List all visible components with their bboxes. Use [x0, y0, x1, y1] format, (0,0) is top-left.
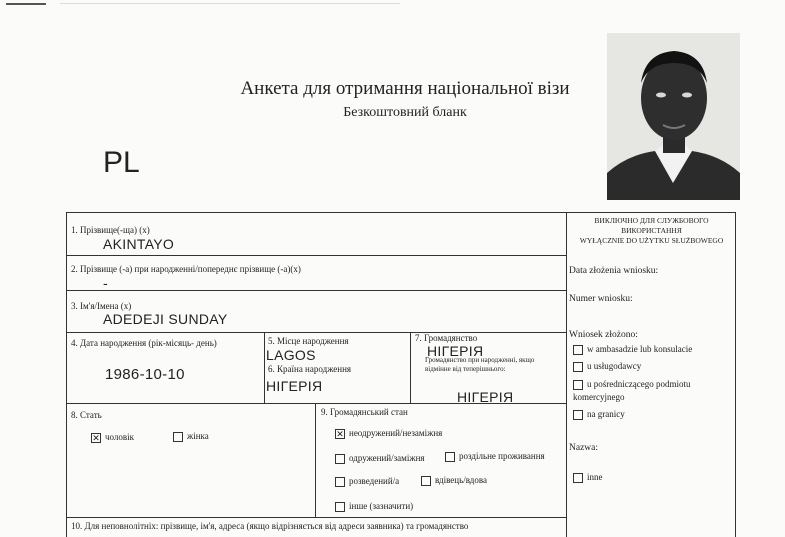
checkbox-separated[interactable]	[445, 452, 455, 462]
checkbox-female[interactable]	[173, 432, 183, 442]
form-title: Анкета для отримання національної візи	[240, 78, 570, 99]
civil-option-married[interactable]: одружений/заміжня	[335, 453, 425, 464]
birth-place-value: LAGOS	[266, 347, 316, 363]
checkbox-embassy[interactable]	[573, 345, 583, 355]
sex-label: 8. Стать	[71, 410, 102, 420]
birth-surname-label: 2. Прізвище (-а) при народженні/попереднє прізвище (-а)(x)	[71, 264, 301, 274]
civil-option-separated[interactable]: роздільне проживання	[445, 451, 545, 462]
scan-artifact	[6, 3, 46, 5]
submitted-option-embassy[interactable]: w ambasadzie lub konsulacie	[573, 344, 692, 355]
civil-option-divorced[interactable]: розведений/а	[335, 476, 399, 487]
scan-artifact	[60, 3, 400, 4]
birth-place-label: 5. Місце народження	[268, 336, 349, 346]
office-use-heading: ВИКЛЮЧНО ДЛЯ СЛУЖБОВОГО ВИКОРИСТАННЯ WYŁĄCZNIE DO UŻYTKU SŁUŻBOWEGO	[579, 216, 724, 245]
birth-date-value: 1986-10-10	[105, 366, 185, 383]
given-names-label: 3. Ім'я/Імена (x)	[71, 301, 132, 311]
submitted-option-other[interactable]: inne	[573, 472, 603, 483]
birth-country-label: 6. Країна народження	[268, 364, 352, 374]
surname-label: 1. Прізвище(-ща) (x)	[71, 225, 150, 235]
checkbox-divorced[interactable]	[335, 477, 345, 487]
country-code: PL	[103, 146, 140, 179]
submitted-option-border[interactable]: na granicy	[573, 409, 625, 420]
birth-date-label: 4. Дата народження (рік-місяць- день)	[71, 338, 217, 348]
civil-option-single[interactable]: ✕ неодружений/незаміжня	[336, 428, 443, 439]
checkbox-widowed[interactable]	[421, 476, 431, 486]
submitted-option-intermediary[interactable]: u pośredniczącego podmiotu komercyjnego	[573, 379, 691, 402]
nationality-birth-value: НІГЕРІЯ	[457, 389, 514, 405]
checkbox-married[interactable]	[335, 454, 345, 464]
checkbox-border[interactable]	[573, 410, 583, 420]
nationality-birth-label: Громадянство при народженні, якщо відмінне від теперішнього:	[425, 356, 535, 373]
nationality-label: 7. Громадянство	[415, 333, 478, 343]
civil-option-widowed[interactable]: вдівець/вдова	[421, 475, 487, 486]
office-use-section	[565, 212, 736, 537]
sex-option-female[interactable]: жінка	[173, 431, 209, 442]
given-names-value: ADEDEJI SUNDAY	[103, 311, 228, 327]
submission-date-label: Data złożenia wniosku:	[569, 266, 659, 276]
applicant-photo	[607, 33, 740, 200]
submitted-option-provider[interactable]: u usługodawcy	[573, 361, 641, 372]
birth-country-value: НІГЕРІЯ	[266, 378, 323, 394]
civil-status-label: 9. Громадянський стан	[321, 407, 408, 417]
checkbox-male[interactable]: ✕	[92, 432, 100, 443]
civil-option-other[interactable]: інше (зазначити)	[335, 501, 413, 512]
checkbox-intermediary[interactable]	[573, 380, 583, 390]
name-label: Nazwa:	[569, 443, 599, 453]
submitted-at-label: Wniosek złożono:	[569, 330, 638, 340]
checkbox-other[interactable]	[335, 502, 345, 512]
birth-surname-value: -	[103, 275, 108, 291]
checkbox-single[interactable]: ✕	[336, 428, 344, 439]
checkbox-other-place[interactable]	[573, 473, 583, 483]
nationality-value: НІГЕРІЯ	[427, 343, 484, 359]
checkbox-provider[interactable]	[573, 362, 583, 372]
surname-value: AKINTAYO	[103, 236, 175, 252]
application-number-label: Numer wniosku:	[569, 294, 633, 304]
form-subtitle: Безкоштовний бланк	[343, 105, 467, 120]
sex-option-male[interactable]: ✕ чоловік	[92, 432, 135, 443]
minors-label: 10. Для неповнолітніх: прізвище, ім'я, адреса (якщо відрізняється від адреси заявника) та громадянство	[71, 521, 469, 531]
form-main-section	[66, 212, 567, 537]
